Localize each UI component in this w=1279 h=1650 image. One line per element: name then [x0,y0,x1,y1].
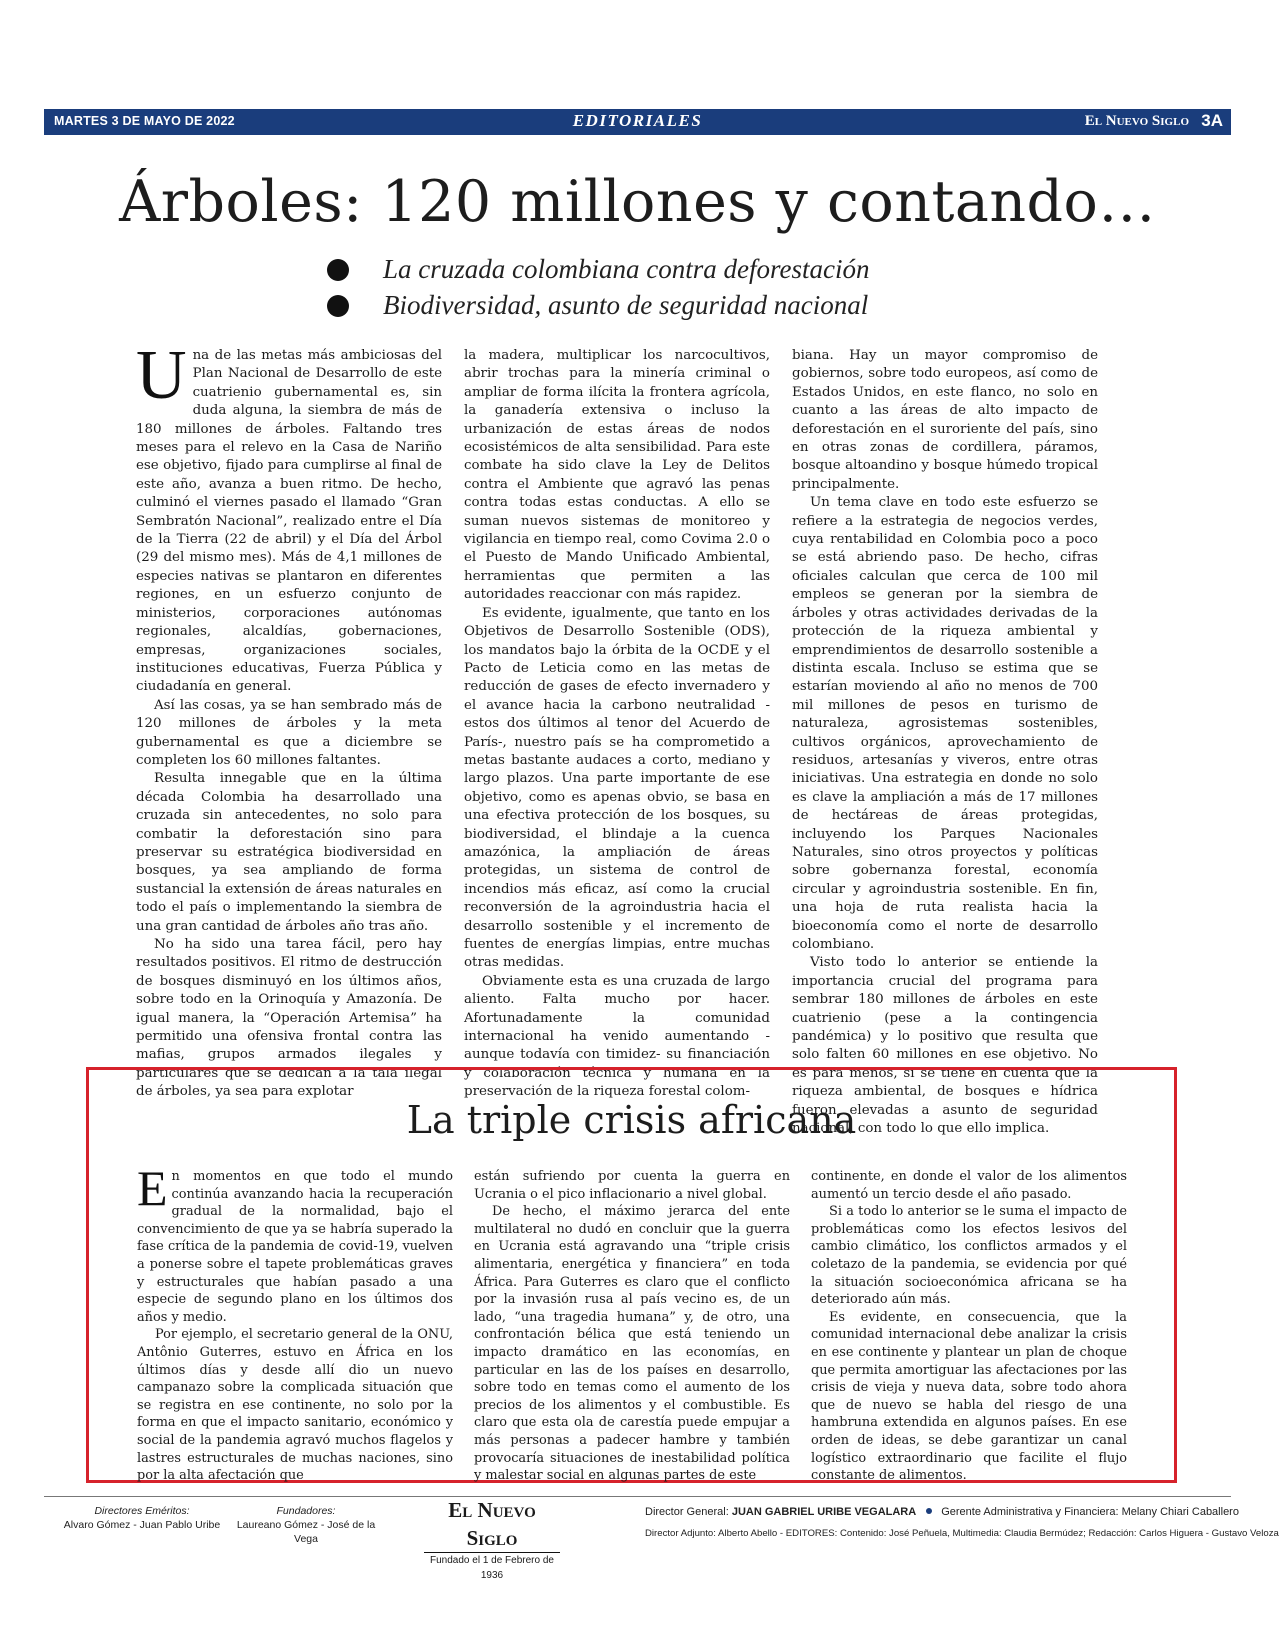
paragraph: Es evidente, igualmente, que tanto en los Objetivos de Desarrollo Sostenible (ODS), los mandatos bajo la órbita de la OCDE y el Pacto de Leticia como en las metas de reducción de gases de efecto invernadero y el avance hacia la carbono neutralidad -estos dos últimos al tenor del Acuerdo de París-, nuestro país se ha comprometido a metas bastante audaces a corto, mediano y largo plazos. Una parte importante de ese objetivo, como es apenas obvio, se basa en una efectiva protección de los bosques, su biodiversidad, el blindaje a la cuenca amazónica, la ampliación de áreas protegidas, un sistema de control de incendios más eficaz, así como la crucial reconversión de la agroindustria hacia el desarrollo sostenible y el incremento de fuentes de energías limpias, entre muchas otras medidas. [464,605,770,971]
page-number: 3A [1201,111,1223,130]
editorial-2-body [137,1160,1127,1484]
director-name: JUAN GABRIEL URIBE VEGALARA [731,1506,917,1518]
footer-logo [424,1496,560,1583]
paragraph: De hecho, el máximo jerarca del ente multilateral no dudó en concluir que la guerra en Ucrania está agravando una “triple crisis alimentaria, energética y financiera” en toda África. Para Guterres es claro que el conflicto por la invasión rusa al país vecino es, de un lado, “una tragedia humana” y, de otro, una confrontación bélica que está teniendo un impacto dramático en las economías, en particular en las de los países en desarrollo, sobre todo en temas como el aumento de los precios de los alimentos y el combustible. Es claro que esta ola de carestía puede empujar a más personas a padecer hambre y también provocaría situaciones de inestabilidad política y malestar social en algunas partes de este [474,1204,790,1484]
issue-date: MARTES 3 DE MAYO DE 2022 [54,114,235,128]
paragraph [136,337,442,697]
paragraph: biana. Hay un mayor compromiso de gobiernos, sobre todo europeos, así como de Estados Unidos, en este flanco, no solo en cuanto a las áreas de alto impacto de deforestación en el suroriente del país, sino en otras zonas de cordillera, páramos, bosque altoandino y bosque húmedo tropical principalmente. [792,348,1098,492]
subhead-item [327,287,869,323]
editorial-1-column-1 [136,337,442,1100]
subhead-text: La cruzada colombiana contra deforestación [383,254,870,284]
manager-label: Gerente Administrativa y Financiera: [941,1506,1119,1518]
paragraph: Si a todo lo anterior se le suma el impacto de problemáticas como los efectos lesivos del cambio climático, los conflictos armados y el coletazo de la pandemia, se evidencia por qué la situación socioeconómica africana se ha deteriorado aún más. [811,1204,1127,1308]
staff-credits [645,1501,1279,1545]
paragraph: Resulta innegable que en la última década Colombia ha desarrollado una cruzada sin antecedentes, no solo para combatir la deforestación sino para preservar su estratégica biodiversidad en bosques, ya sea ampliando de forma sustancial la extensión de áreas naturales en todo el país o implementando la siembra de una gran cantidad de árboles año tras año. [136,771,442,934]
emeritus-names: Alvaro Gómez - Juan Pablo Uribe [63,1519,221,1531]
editorial-2-column-3 [811,1168,1127,1484]
paragraph: Visto todo lo anterior se entiende la importancia crucial del programa para sembrar 180 millones de árboles en este cuatrienio (pese a la contingencia pandémica) y lo positivo que resulta que solo falten 60 millones en ese objetivo. No es para menos, si se tiene en cuenta que la riqueza ambiental, de bosques e hídrica fueron elevadas a asunto de seguridad nacional, con todo lo que ello implica. [792,955,1098,1137]
editorial-1-column-3 [792,347,1098,1137]
founders-names: Laureano Gómez - José de la Vega [236,1519,376,1545]
staff-line-1 [645,1501,1279,1523]
editorial-1-title: Árboles: 120 millones y contando… [119,169,1156,235]
paragraph: están sufriendo por cuenta la guerra en Ucrania o el pico inflacionario a nivel global. [474,1169,790,1202]
editorial-2-title: La triple crisis africana [406,1098,857,1142]
paragraph: continente, en donde el valor de los alimentos aumentó un tercio desde el año pasado. [811,1169,1127,1202]
paragraph-text: na de las metas más ambiciosas del Plan Nacional de Desarrollo de este cuatrienio gubernamental es, sin duda alguna, la siembra de más de 180 millones de árboles. Faltando tres meses para el relevo en la Casa de Nariño ese objetivo, fijado para cumplirse al final de este año, avanza a buen ritmo. De hecho, culminó el viernes pasado el llamado “Gran Sembratón Nacional”, realizado entre el Día de la Tierra (22 de abril) y el Día del Árbol (29 del mismo mes). Más de 4,1 millones de especies nativas se plantaron en diferentes regiones, en un esfuerzo conjunto de ministerios, corporaciones autónomas regionales, alcaldías, gobernaciones, empresas, organizaciones sociales, instituciones educativas, Fuerza Pública y ciudadanía en general. [136,348,442,695]
paragraph-text: n momentos en que todo el mundo continúa avanzando hacia la recuperación gradual de la normalidad, bajo el convencimiento de que ya se habría superado la fase crítica de la pandemia de covid-19, vuelven a ponerse sobre el tapete problemáticas graves y estructurales que habían pasado a una especie de segundo plano en los últimos dos años y medio. [137,1169,453,1325]
editorial-2-box [86,1067,1177,1483]
editorial-2-column-1 [137,1160,453,1484]
paragraph: No ha sido una tarea fácil, pero hay resultados positivos. El ritmo de destrucción de bosques disminuyó en los últimos años, sobre todo en la Orinoquía y Amazonía. De igual manera, la “Operación Artemisa” ha permitido una ofensiva frontal contra las mafias, grupos armados ilegales y particulares que se dedican a la tala ilegal de árboles, ya sea para explotar [136,937,442,1100]
paragraph: Un tema clave en todo este esfuerzo se refiere a la estrategia de negocios verdes, cuya rentabilidad en Colombia poco a poco se está abriendo paso. De hecho, cifras oficiales calculan que cerca de 100 mil empleos se generan por la siembra de árboles y otras actividades derivadas de la protección de la riqueza ambiental y emprendimientos de desarrollo sostenible a distinta escala. Incluso se estima que se estarían moviendo al año no menos de 700 mil millones de pesos en turismo de naturaleza, agrosistemas sostenibles, cultivos orgánicos, aprovechamiento de residuos, artesanías y viveros, entre otras iniciativas. Una estrategia en donde no solo es clave la ampliación a más de 17 millones de hectáreas de áreas protegidas, incluyendo los Parques Nacionales Naturales, sino otros proyectos y políticas sobre gobernanza forestal, economía circular y agroindustria sostenible. En fin, una hoja de ruta realista hacia la bioeconomía como el norte de desarrollo colombiano. [792,495,1098,952]
founded-date: Fundado el 1 de Febrero de 1936 [430,1555,554,1581]
emeritus-directors [62,1504,222,1532]
paragraph: Es evidente, en consecuencia, que la comunidad internacional debe analizar la crisis en ese continente y plantear un plan de choque que permita amortiguar las afectaciones por las crisis de vieja y nueva data, sobre todo ahora que de nuevo se habla del riesgo de una hambruna extendida en algunos países. En ese orden de ideas, se debe garantizar un canal logístico extraordinario que facilite el flujo constante de alimentos. [811,1309,1127,1484]
bullet-icon [926,1508,932,1514]
subhead-text: Biodiversidad, asunto de seguridad nacional [383,290,869,320]
bullet-icon [327,295,349,317]
paragraph: la madera, multiplicar los narcocultivos, abrir trochas para la minería criminal o ampliar de forma ilícita la frontera agrícola, la ganadería extensiva o incluso la urbanización de estas áreas de nodos ecosistémicos de alta sensibilidad. Para este combate ha sido clave la Ley de Delitos contra el Ambiente que agravó las penas contra todas estas conductas. A ello se suman nuevos sistemas de monitoreo y vigilancia en tiempo real, como Covima 2.0 o el Puesto de Mando Unificado Ambiental, herramientas que permiten a las autoridades reaccionar con más rapidez. [464,348,770,603]
founders [226,1504,386,1546]
paragraph: Obviamente esta es una cruzada de largo aliento. Falta mucho por hacer. Afortunadamente la comunidad internacional ha venido aumentando -aunque todavía con timidez- su financiación y colaboración técnica y humana en la preservación de la riqueza forestal colom- [464,973,770,1100]
logo-text: El Nuevo Siglo [424,1496,560,1553]
masthead-bar [44,109,1231,135]
footer-divider [44,1496,1231,1497]
staff-line-2: Director Adjunto: Alberto Abello - EDITORES: Contenido: José Peñuela, Multimedia: Claudia Bermúdez; Redacción: Carlos Higuera - Gustavo Veloza [645,1528,1279,1539]
editorial-1-subheads [327,251,869,323]
editorial-2-column-2 [474,1168,790,1484]
manager-name: Melany Chiari Caballero [1121,1506,1239,1518]
editorial-1-column-2 [464,347,770,1100]
paragraph [137,1160,453,1326]
subhead-item [327,251,869,287]
section-name: EDITORIALES [572,111,703,130]
emeritus-title: Directores Eméritos: [94,1505,190,1517]
drop-cap: E [137,1160,168,1216]
paragraph: Por ejemplo, el secretario general de la ONU, Antônio Guterres, estuvo en África en los últimos días y desde allí dio un nuevo campanazo sobre la complicada situación que se registra en ese continente, no solo por la forma en que el impacto sanitario, económico y social de la pandemia agravó muchos flagelos y lastres estructurales de muchas naciones, sino por la alta afectación que [137,1327,453,1484]
founders-title: Fundadores: [276,1505,336,1517]
newspaper-brand: El Nuevo Siglo [1084,113,1189,129]
drop-cap: U [136,337,187,414]
paragraph: Así las cosas, ya se han sembrado más de 120 millones de árboles y la meta gubernamental es que a diciembre se completen los 60 millones faltantes. [136,697,442,768]
director-label: Director General: [645,1506,729,1518]
bullet-icon [327,259,349,281]
